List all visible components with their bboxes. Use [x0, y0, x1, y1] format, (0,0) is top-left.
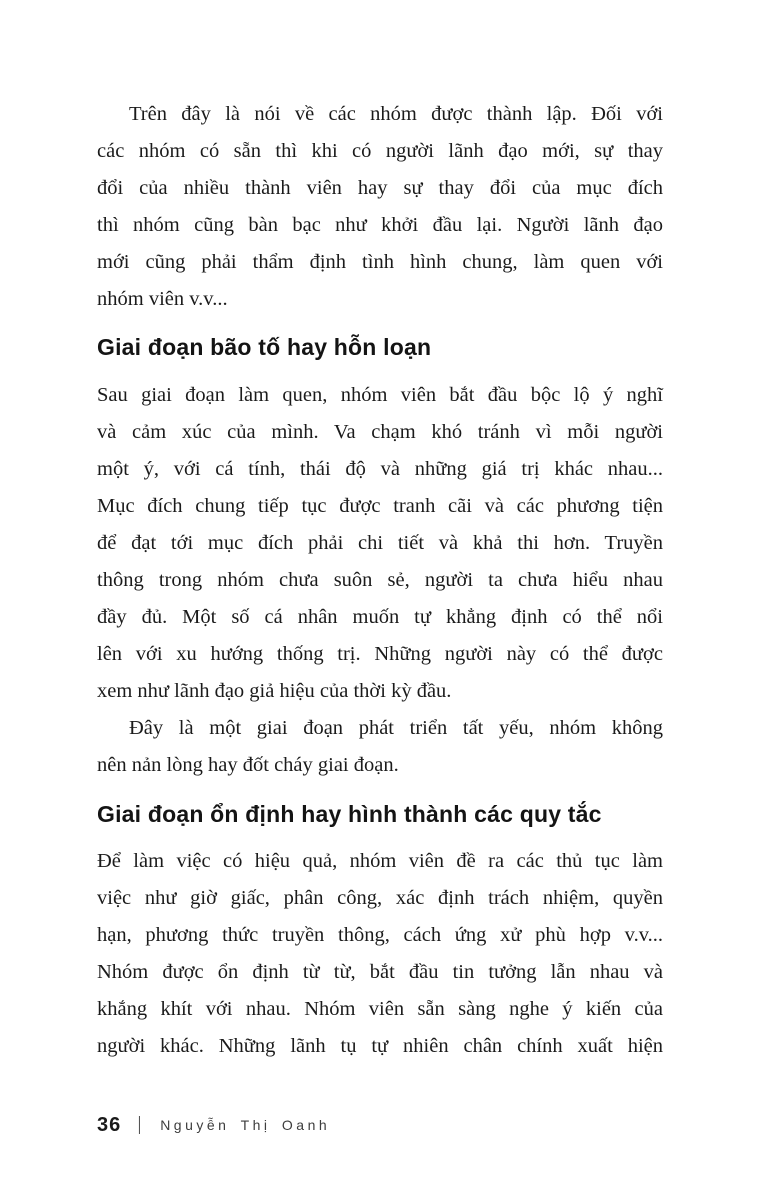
body-line: Trên đây là nói về các nhóm được thành lập. Đối với — [129, 103, 663, 125]
section-heading-norming: Giai đoạn ổn định hay hình thành các quy tắc — [97, 801, 602, 827]
body-line: Để làm việc có hiệu quả, nhóm viên đề ra các thủ tục làm — [97, 850, 663, 872]
body-line: nhóm viên v.v... — [97, 288, 228, 310]
body-line: người khác. Những lãnh tụ tự nhiên chân chính xuất hiện — [97, 1035, 663, 1057]
paragraph — [97, 377, 663, 710]
body-line: việc như giờ giấc, phân công, xác định trách nhiệm, quyền — [97, 887, 663, 909]
page-body — [97, 96, 663, 1065]
page-footer — [97, 1113, 663, 1137]
footer-separator: | — [137, 1114, 142, 1135]
body-line: thông trong nhóm chưa suôn sẻ, người ta chưa hiểu nhau — [97, 569, 663, 591]
body-line: thì nhóm cũng bàn bạc như khởi đầu lại. Người lãnh đạo — [97, 214, 663, 236]
body-line: Đây là một giai đoạn phát triển tất yếu, nhóm không — [129, 717, 663, 739]
body-line: đầy đủ. Một số cá nhân muốn tự khẳng định có thể nổi — [97, 606, 663, 628]
body-line: đổi của nhiều thành viên hay sự thay đổi của mục đích — [97, 177, 663, 199]
body-line: Nhóm được ổn định từ từ, bắt đầu tin tưởng lẫn nhau và — [97, 961, 663, 983]
body-line: hạn, phương thức truyền thông, cách ứng xử phù hợp v.v... — [97, 924, 663, 946]
section-heading-storming: Giai đoạn bão tố hay hỗn loạn — [97, 334, 432, 360]
body-line: các nhóm có sẵn thì khi có người lãnh đạo mới, sự thay — [97, 140, 663, 162]
page-number: 36 — [97, 1113, 122, 1136]
author-name: Nguyễn Thị Oanh — [160, 1117, 331, 1133]
body-line: lên với xu hướng thống trị. Những người này có thể được — [97, 643, 663, 665]
body-line: Sau giai đoạn làm quen, nhóm viên bắt đầu bộc lộ ý nghĩ — [97, 384, 663, 406]
paragraph — [97, 710, 663, 784]
paragraph — [97, 843, 663, 1065]
paragraph — [97, 96, 663, 318]
body-line: để đạt tới mục đích phải chi tiết và khả thi hơn. Truyền — [97, 532, 663, 554]
body-line: nên nản lòng hay đốt cháy giai đoạn. — [97, 754, 399, 776]
body-line: Mục đích chung tiếp tục được tranh cãi và các phương tiện — [97, 495, 663, 517]
body-line: mới cũng phải thẩm định tình hình chung, làm quen với — [97, 251, 663, 273]
body-line: và cảm xúc của mình. Va chạm khó tránh vì mỗi người — [97, 421, 663, 443]
body-line: khắng khít với nhau. Nhóm viên sẵn sàng nghe ý kiến của — [97, 998, 663, 1020]
body-line: xem như lãnh đạo giả hiệu của thời kỳ đầu. — [97, 680, 452, 702]
body-line: một ý, với cá tính, thái độ và những giá trị khác nhau... — [97, 458, 663, 480]
